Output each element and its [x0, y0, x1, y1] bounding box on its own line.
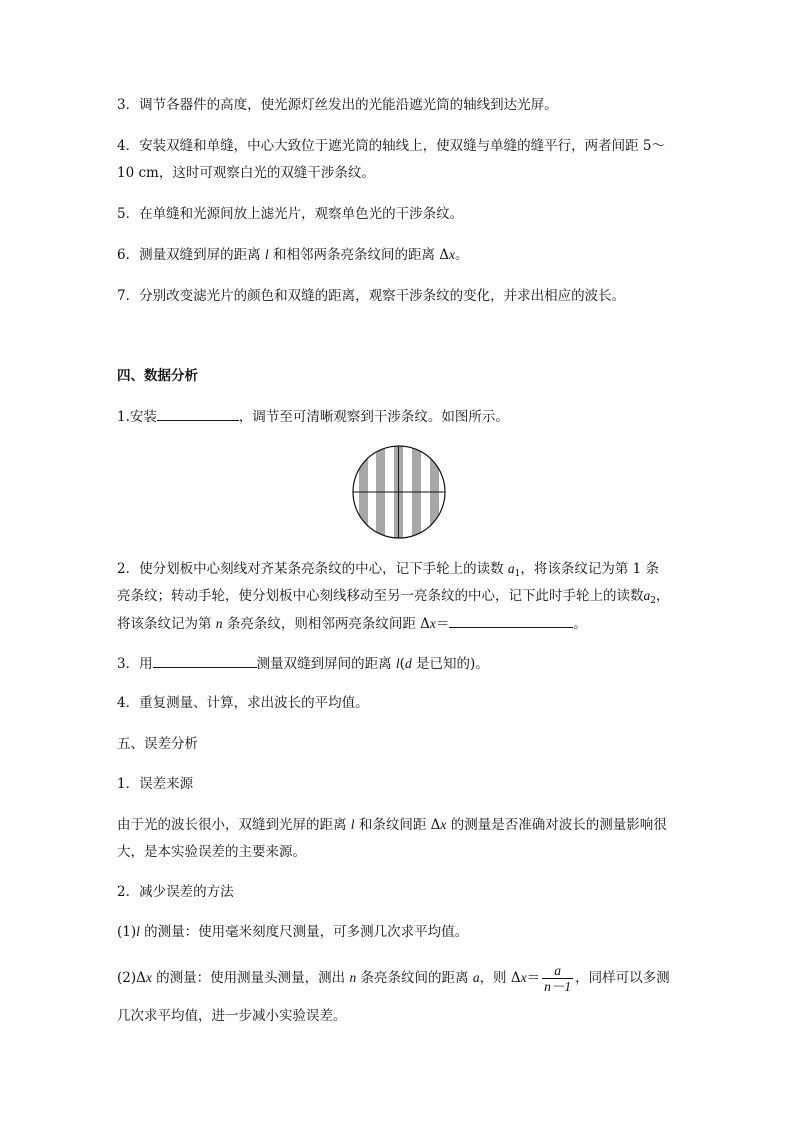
section-4-item-2-line2: [117, 586, 669, 611]
method-2-mid3: ，则 Δ: [479, 970, 521, 986]
answer-blank-2[interactable]: [449, 613, 573, 628]
error-source-title: 1．误差来源: [117, 776, 194, 792]
item-2-line3-pre: 将该条纹记为第: [117, 616, 216, 632]
method-1-post: 的测量：使用毫米刻度尺测量，可多测几次求平均值。: [139, 924, 469, 940]
step-6-var-l: l: [264, 247, 269, 262]
section-4-item-2-line1: [117, 559, 659, 584]
item-3-mid: 测量双缝到屏间的距离: [256, 656, 396, 672]
var-x: x: [429, 616, 436, 631]
item-2-line2-post: ，: [655, 588, 670, 604]
item-2-line3-post: 。: [573, 616, 587, 632]
step-5: 5．在单缝和光源间放上滤光片，观察单色光的干涉条纹。: [117, 206, 464, 222]
var-l: l: [395, 656, 400, 671]
sub-1: 1: [514, 569, 521, 579]
section-4-item-3: [117, 653, 489, 674]
item-2-line3-mid: 条亮条纹，则相邻两亮条纹间距 Δ: [222, 616, 430, 632]
sub-2: 2: [650, 596, 656, 606]
method-2-line2: 几次求平均值，进一步减小实验误差。: [117, 1008, 347, 1024]
error-line1-pre: 由于光的波长很小，双缝到光屏的距离: [117, 817, 351, 833]
fraction-denominator: n－1: [544, 979, 572, 994]
method-2-mid: 的测量：使用测量头测量，测出: [151, 970, 350, 986]
interference-fringe-figure: [351, 444, 447, 540]
item-2-line1-pre: 2．使分划板中心刻线对齐某条亮条纹的中心，记下手轮上的读数: [117, 561, 508, 577]
item-3-pre: 3．用: [117, 656, 153, 672]
fraction-numerator: a: [542, 963, 573, 979]
step-7: 7．分别改变滤光片的颜色和双缝的距离，观察干涉条纹的变化，并求出相应的波长。: [117, 288, 626, 304]
section-4-heading: 四、数据分析: [117, 368, 198, 384]
method-2-post: ，同样可以多测: [575, 970, 670, 986]
item-2-line1-post: ，将该条纹记为第 1 条: [520, 561, 660, 577]
step-6-pre: 6．测量双缝到屏的距离: [117, 247, 265, 263]
step-3: 3．调节各器件的高度，使光源灯丝发出的光能沿遮光筒的轴线到达光屏。: [117, 97, 558, 113]
error-source-line2: 大，是本实验误差的主要来源。: [117, 844, 306, 860]
method-2-mid2: 条亮条纹间的距离: [356, 970, 473, 986]
step-4-line1: 4．安装双缝和单缝，中心大致位于遮光筒的轴线上，使双缝与单缝的缝平行，两者间距 5～: [117, 138, 665, 154]
var-x: x: [520, 970, 527, 985]
equals-sign: ＝: [526, 970, 541, 986]
equals-sign: ＝: [435, 616, 450, 632]
step-6: [117, 245, 469, 265]
item-3-post: 是已知的)。: [411, 656, 489, 672]
section-4-item-1: [117, 406, 509, 427]
var-x: x: [440, 817, 447, 832]
method-1-pre: (1): [117, 924, 137, 940]
var-n: n: [215, 616, 223, 631]
var-l: l: [136, 924, 140, 939]
error-line1-post: 的测量是否准确对波长的测量影响很: [446, 817, 667, 833]
section-4-item-4: 4．重复测量、计算，求出波长的平均值。: [117, 695, 369, 711]
var-d: d: [404, 656, 412, 671]
var-x: x: [145, 970, 152, 985]
method-2-line1: [117, 963, 670, 994]
step-6-var-x: x: [449, 247, 455, 262]
step-6-post: 。: [455, 247, 469, 263]
var-a1: a: [507, 561, 515, 576]
method-1: [117, 922, 468, 942]
item-2-line2-pre: 亮条纹；转动手轮，使分划板中心刻线移动至另一亮条纹的中心，记下此时手轮上的读数: [117, 588, 644, 604]
fraction: [542, 963, 573, 994]
item-1-pre: 1.安装: [117, 409, 157, 425]
section-5-heading: 五、误差分析: [117, 736, 198, 752]
var-a2: a: [643, 588, 651, 603]
reduce-error-title: 2．减少误差的方法: [117, 884, 234, 900]
answer-blank-1[interactable]: [157, 406, 239, 421]
error-source-line1: [117, 815, 667, 835]
var-l: l: [350, 817, 355, 832]
var-a: a: [472, 970, 480, 985]
paren-open: (: [399, 656, 405, 672]
var-n: n: [349, 970, 357, 985]
step-6-mid: 和相邻两条亮条纹间的距离 Δ: [268, 247, 449, 263]
method-2-pre: (2)Δ: [117, 970, 146, 986]
item-1-post: ，调节至可清晰观察到干涉条纹。如图所示。: [238, 409, 509, 425]
error-line1-mid: 和条纹间距 Δ: [354, 817, 441, 833]
step-4-line2: 10 cm，这时可观察白光的双缝干涉条纹。: [117, 165, 375, 181]
section-4-item-2-line3: [117, 613, 587, 634]
answer-blank-3[interactable]: [153, 653, 257, 668]
